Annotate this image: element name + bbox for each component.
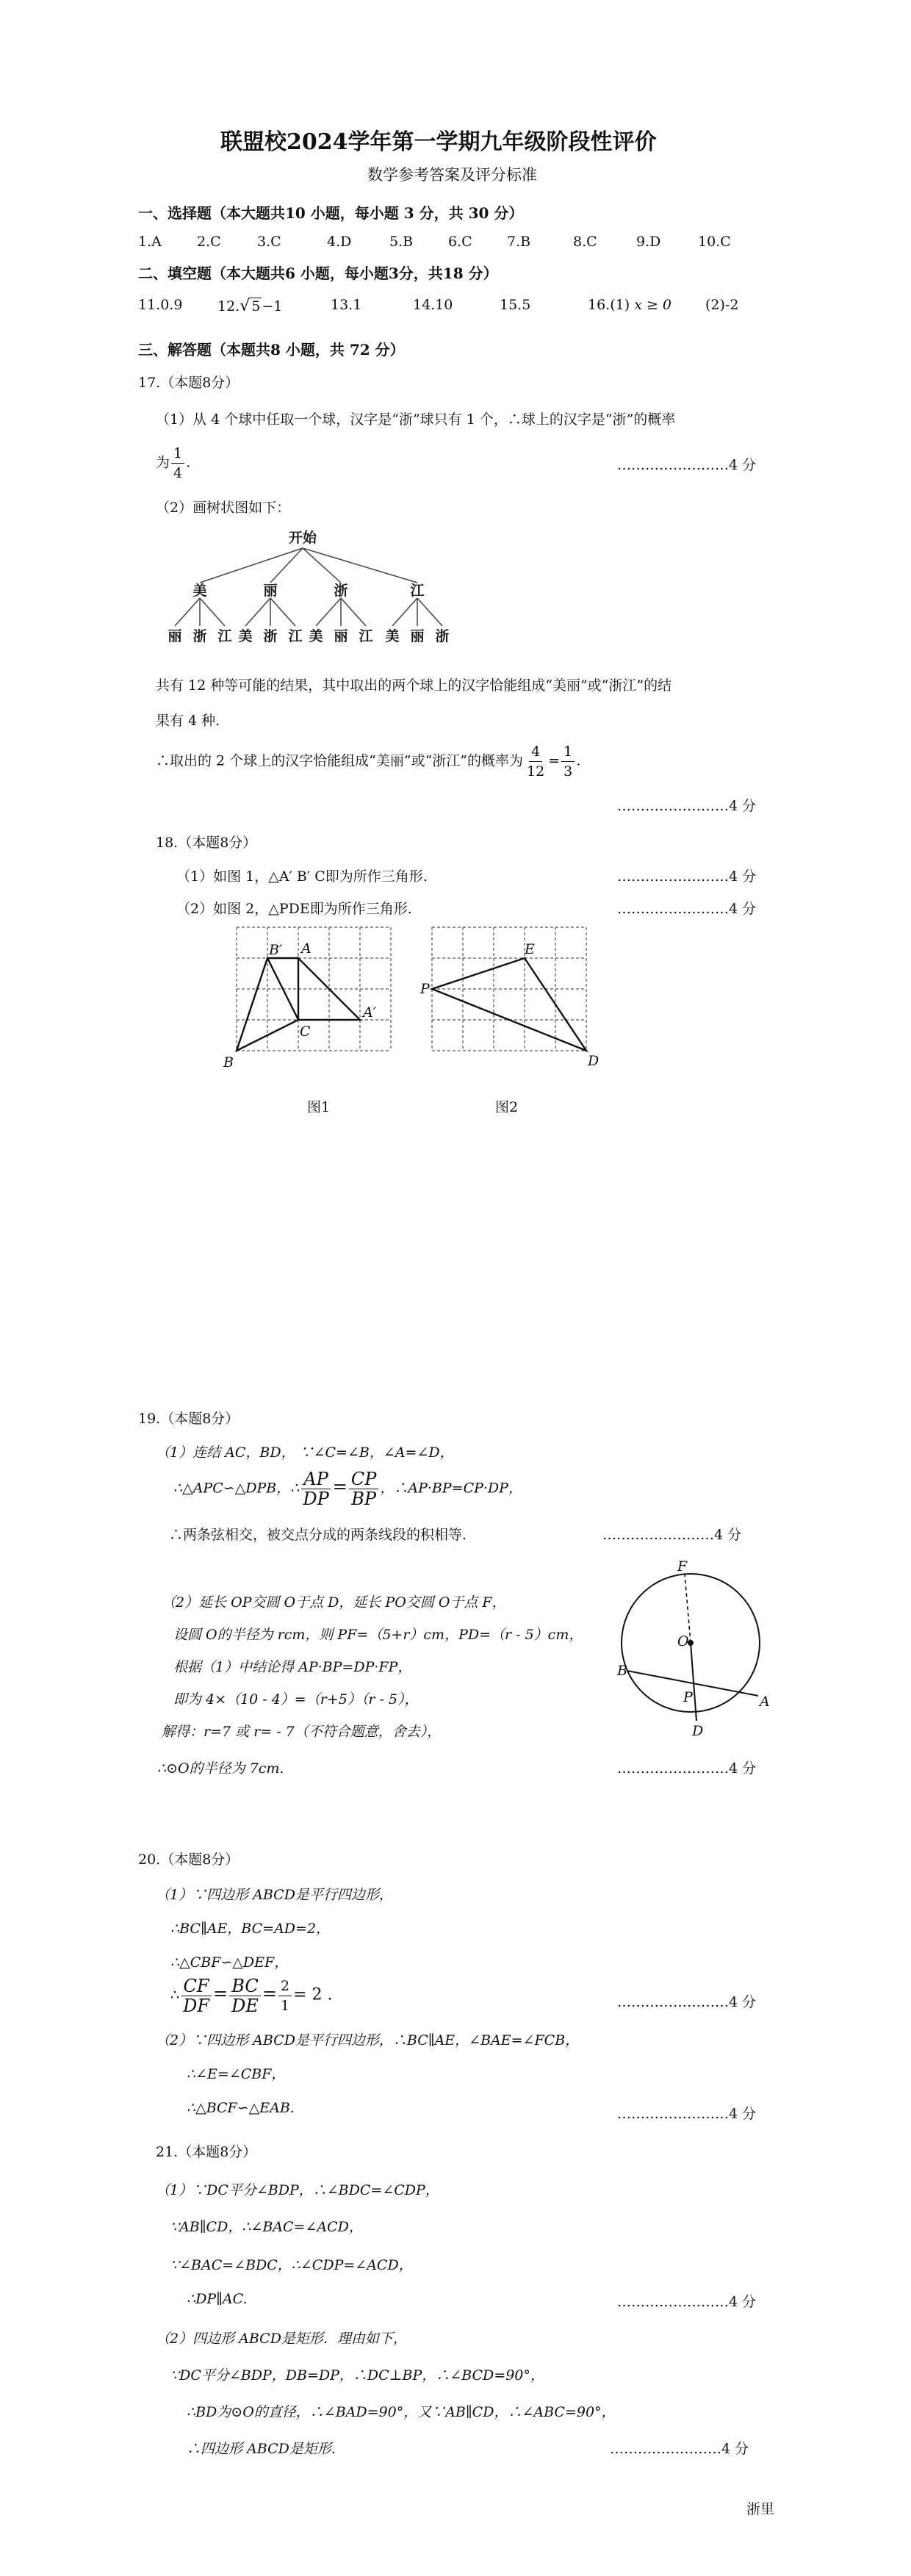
q17-part1-line1: （1）从 4 个球中任取一个球，汉字是“浙”球只有 1 个，∴球上的汉字是“浙”的概率 — [156, 411, 676, 428]
q20-line2: ∴BC∥AE，BC=AD=2， — [170, 1921, 331, 1937]
q17-result-line1: 共有 12 种等可能的结果，其中取出的两个球上的汉字恰能组成“美丽”或“浙江”的结 — [156, 677, 672, 694]
svg-text:O: O — [677, 1633, 689, 1649]
circle-figure — [610, 1561, 786, 1737]
fill-answer-15: 15.5 — [500, 297, 531, 313]
q17-score-1: ……………………4 分 — [617, 457, 757, 473]
choice-answer: 3.C — [257, 234, 281, 250]
q17-conclusion: ∴取出的 2 个球上的汉字恰能组成“美丽”或“浙江”的概率为 $\frac{4}{12}$ = $\frac{1}{3}$ . — [156, 744, 581, 780]
q20-line7: ∴△BCF∽△EAB. — [187, 2100, 295, 2116]
choice-answer: 8.C — [573, 234, 597, 250]
tree-root: 开始 — [288, 530, 317, 546]
svg-text:D: D — [588, 1053, 599, 1069]
page-title: 联盟校2024学年第一学期九年级阶段性评价 — [220, 129, 657, 155]
tree-leaf: 浙 — [435, 628, 450, 644]
section-solution-header: 三、解答题（本题共8 小题，共 72 分） — [138, 341, 405, 359]
choice-answer: 6.C — [448, 234, 472, 250]
q20-line6: ∴∠E=∠CBF， — [187, 2066, 286, 2082]
q19-line9: ∴⊙O的半径为 7cm. — [157, 1760, 284, 1777]
tree-leaf: 丽 — [334, 628, 348, 644]
svg-text:B′: B′ — [269, 942, 283, 958]
q21-score-1: ……………………4 分 — [617, 2294, 757, 2310]
q19-heading: 19.（本题8分） — [138, 1411, 240, 1427]
q18-score-1: ……………………4 分 — [617, 868, 757, 885]
svg-text:F: F — [677, 1561, 688, 1575]
tree-leaf: 江 — [359, 628, 373, 644]
tree-node: 丽 — [263, 583, 278, 599]
q20-line4: ∴ $\frac{CF}{DF}$ = $\frac{BC}{DE}$ = $\frac{2}{1}$ = 2 . — [170, 1976, 333, 2016]
choice-answer: 1.A — [138, 234, 162, 250]
figure-1 — [220, 920, 411, 1096]
q21-line2: ∵AB∥CD，∴∠BAC=∠ACD， — [170, 2219, 363, 2235]
q19-line7: 即为 4×（10 - 4）=（r+5）（r - 5）， — [173, 1691, 419, 1708]
svg-text:C: C — [300, 1023, 311, 1040]
q20-heading: 20.（本题8分） — [138, 1852, 240, 1868]
tree-diagram — [162, 526, 485, 666]
q20-score-1: ……………………4 分 — [617, 1994, 757, 2010]
q19-line8: 解得：r=7 或 r= - 7（不符合题意，舍去）， — [162, 1724, 442, 1740]
choice-answer: 7.B — [507, 234, 531, 250]
q18-line1: （1）如图 1，△A′ B′ C即为所作三角形. — [176, 868, 428, 885]
q21-line3: ∵∠BAC=∠BDC，∴∠CDP=∠ACD， — [170, 2257, 413, 2273]
q20-line3: ∴△CBF∽△DEF， — [170, 1954, 289, 1971]
q19-line1: （1）连结 AC，BD， ∵∠C=∠B，∠A=∠D， — [156, 1444, 454, 1461]
tree-node: 美 — [192, 583, 207, 599]
svg-text:A′: A′ — [363, 1004, 377, 1021]
page-subtitle: 数学参考答案及评分标准 — [367, 166, 537, 184]
fill-answer-11: 11.0.9 — [138, 297, 183, 313]
fill-answer-13: 13.1 — [331, 297, 362, 313]
section-choice-header: 一、选择题（本大题共10 小题，每小题 3 分，共 30 分） — [138, 204, 524, 222]
fill-answer-16-2: (2)-2 — [705, 297, 739, 313]
svg-text:A: A — [301, 940, 312, 957]
tree-leaf: 美 — [385, 628, 400, 644]
svg-text:P: P — [683, 1689, 693, 1705]
q21-line8: ∴四边形 ABCD是矩形. — [187, 2441, 336, 2457]
q20-score-2: ……………………4 分 — [617, 2106, 757, 2122]
q17-heading: 17.（本题8分） — [138, 375, 240, 391]
q19-line2: ∴△APC∽△DPB，∴ $\frac{AP}{DP}$ = $\frac{CP}{BP}$ ，∴AP·BP=CP·DP， — [173, 1469, 522, 1509]
svg-text:B: B — [223, 1054, 234, 1071]
q19-line4: （2）延长 OP交圆 O于点 D，延长 PO交圆 O于点 F， — [162, 1594, 506, 1611]
svg-text:E: E — [525, 941, 535, 957]
tree-node: 江 — [410, 583, 425, 599]
tree-leaf: 美 — [309, 628, 323, 644]
q19-score-1: ……………………4 分 — [602, 1527, 742, 1543]
q19-line5: 设圆 O的半径为 rcm，则 PF=（5+r）cm，PD=（r - 5）cm， — [173, 1627, 583, 1643]
q21-line5: （2）四边形 ABCD是矩形．理由如下， — [156, 2331, 407, 2347]
q18-line2: （2）如图 2，△PDE即为所作三角形. — [176, 901, 412, 917]
q21-heading: 21.（本题8分） — [156, 2144, 257, 2160]
svg-text:P: P — [420, 981, 430, 997]
tree-node: 浙 — [334, 583, 348, 599]
q21-score-2: ……………………4 分 — [610, 2441, 749, 2457]
choice-answer: 2.C — [197, 234, 221, 250]
tree-leaf: 美 — [238, 628, 253, 644]
figure-2-caption: 图2 — [495, 1099, 519, 1115]
choice-answer: 5.B — [389, 234, 414, 250]
page-footer: 浙里 — [746, 2501, 775, 2517]
q17-part1-line2: 为 $\frac{1}{4}$ . — [156, 445, 191, 481]
figure-1-caption: 图1 — [307, 1099, 331, 1115]
fill-answer-12: 12.√ 5 −1 — [217, 297, 283, 315]
svg-text:D: D — [692, 1723, 704, 1737]
svg-text:B: B — [617, 1663, 627, 1679]
choice-answer: 9.D — [636, 234, 661, 250]
q21-line4: ∴DP∥AC. — [187, 2291, 248, 2307]
q18-heading: 18.（本题8分） — [156, 835, 257, 851]
q20-line5: （2）∵四边形 ABCD是平行四边形，∴BC∥AE，∠BAE=∠FCB， — [156, 2032, 580, 2048]
q19-line6: 根据（1）中结论得 AP·BP=DP·FP， — [173, 1659, 412, 1675]
tree-leaf: 丽 — [410, 628, 425, 644]
section-fill-header: 二、填空题（本大题共6 小题，每小题3分，共18 分） — [138, 265, 498, 282]
q17-result-line2: 果有 4 种. — [156, 713, 220, 729]
q21-line6: ∵DC平分∠BDP，DB=DP，∴DC⊥BP，∴∠BCD=90°， — [170, 2367, 544, 2383]
tree-leaf: 丽 — [168, 628, 182, 644]
q17-score-2: ……………………4 分 — [617, 798, 757, 814]
tree-leaf: 江 — [288, 628, 303, 644]
triangle-pde — [432, 958, 586, 1051]
fill-answer-14: 14.10 — [413, 297, 453, 313]
tree-leaf: 江 — [217, 628, 232, 644]
q18-score-2: ……………………4 分 — [617, 901, 757, 917]
choice-answer: 4.D — [327, 234, 352, 250]
tree-leaf: 浙 — [263, 628, 278, 644]
q17-part2-line: （2）画树状图如下： — [156, 500, 291, 516]
q19-line3: ∴两条弦相交，被交点分成的两条线段的积相等. — [169, 1527, 467, 1543]
svg-text:A: A — [760, 1694, 770, 1710]
q21-line7: ∴BD为⊙O的直径，∴∠BAD=90°，又∵AB∥CD，∴∠ABC=90°， — [187, 2404, 616, 2420]
choice-answer: 10.C — [698, 234, 731, 250]
q20-line1: （1）∵四边形 ABCD是平行四边形， — [156, 1887, 393, 1903]
q21-line1: （1）∵DC平分∠BDP，∴∠BDC=∠CDP， — [156, 2182, 439, 2198]
figure-2 — [420, 920, 619, 1096]
tree-leaf: 浙 — [192, 628, 207, 644]
fill-answer-16-1: 16.(1) x ≥ 0 — [588, 297, 671, 313]
q19-score-2: ……………………4 分 — [617, 1760, 757, 1777]
